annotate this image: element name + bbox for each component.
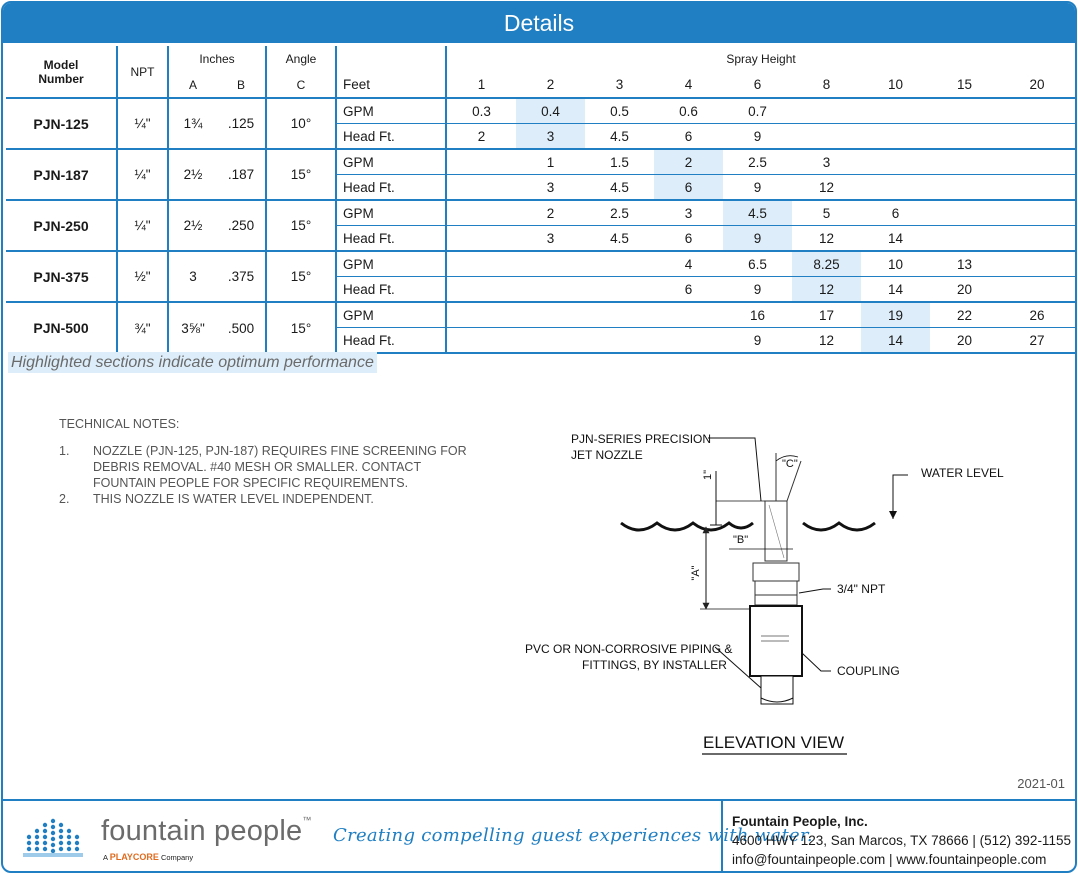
head-label: Head Ft. [336,226,446,252]
gpm-value: 4 [654,251,723,277]
head-value: 12 [792,175,861,201]
gpm-value: 2.5 [723,149,792,175]
nozzle-hex [753,563,799,581]
head-label: Head Ft. [336,328,446,354]
head-value: 14 [861,226,930,252]
header-feet-value: 15 [957,77,973,92]
fountain-drops-icon [23,815,95,859]
note-number: 2. [59,492,70,506]
dimension-b-label: "B" [733,534,749,546]
gpm-value: 10 [861,251,930,277]
gpm-value: 4.5 [723,200,792,226]
model-number: PJN-187 [6,149,117,200]
gpm-label: GPM [336,149,446,175]
nozzle-spec-table [6,46,1075,354]
head-value: 6 [654,175,723,201]
gpm-value: 17 [792,302,861,328]
head-value: 3 [516,226,585,252]
head-value: 9 [723,226,792,252]
head-value: 6 [654,226,723,252]
head-value [999,175,1075,201]
nozzle-label-line1: PJN-SERIES PRECISION [571,432,712,446]
header-npt: NPT [117,46,168,98]
gpm-value: 0.5 [585,98,654,124]
head-value [792,124,861,150]
gpm-value: 16 [723,302,792,328]
gpm-value [861,149,930,175]
head-value [585,277,654,303]
company-web: info@fountainpeople.com | www.fountainpeople.com [732,852,1047,867]
head-value: 9 [723,277,792,303]
dimension-a-label: "A" [690,565,702,581]
header-feet-value: 3 [615,77,624,92]
gpm-value [446,149,516,175]
head-value: 4.5 [585,175,654,201]
spec-sheet [1,1,1077,873]
table-row [6,251,1075,277]
gpm-value: 2.5 [585,200,654,226]
dimension-b-value: .250 [217,200,266,251]
head-value [516,328,585,354]
header-c: C [266,72,336,98]
header-a: A [188,77,197,92]
gpm-value: 2 [516,200,585,226]
nozzle-tip [765,501,787,561]
technical-notes [59,417,479,507]
gpm-value [654,302,723,328]
gpm-value: 26 [999,302,1075,328]
head-value [446,277,516,303]
dimension-b-value: .125 [217,98,266,149]
head-value [999,124,1075,150]
gpm-value: 0.3 [446,98,516,124]
angle-value: 15° [266,149,336,200]
elevation-view-diagram [503,423,1063,763]
header-b: B [217,72,266,98]
gpm-value: 3 [654,200,723,226]
gpm-value [792,98,861,124]
model-number: PJN-125 [6,98,117,149]
gpm-value: 1.5 [585,149,654,175]
gpm-value: 6 [861,200,930,226]
angle-value: 15° [266,302,336,353]
gpm-value [930,98,999,124]
npt-label: 3/4" NPT [837,582,886,596]
gpm-value [999,149,1075,175]
company-name: Fountain People, Inc. [732,814,868,829]
water-surface-left [621,523,753,530]
dimension-b-value: .375 [217,251,266,302]
table-row [6,149,1075,175]
note-number: 1. [59,444,70,458]
gpm-label: GPM [336,200,446,226]
water-surface-right [803,523,875,530]
header-model: Model Number [6,46,117,98]
head-value: 12 [792,277,861,303]
head-value [516,277,585,303]
head-value: 9 [723,175,792,201]
contact-info [721,801,1071,873]
head-value: 3 [516,175,585,201]
gpm-value [930,149,999,175]
head-value: 6 [654,124,723,150]
angle-value: 15° [266,251,336,302]
dimension-c-label: "C" [782,458,798,470]
brand-name: fountain people™ [101,815,312,847]
header-feet-value: 6 [753,77,762,92]
gpm-value [999,200,1075,226]
model-number: PJN-250 [6,200,117,251]
gpm-value: 6.5 [723,251,792,277]
header-inches: Inches [168,46,266,72]
head-value [861,175,930,201]
note-text: NOZZLE (PJN-125, PJN-187) REQUIRES FINE SCREENING FOR DEBRIS REMOVAL. #40 MESH OR SMALLER. CONTACT FOUNTAIN PEOPLE FOR SPECIFIC REQUIREMENTS. [93,444,467,490]
table-header-row [6,46,1075,72]
gpm-value: 1 [516,149,585,175]
head-label: Head Ft. [336,277,446,303]
tagline: Creating compelling guest experiences with water. [333,825,813,846]
head-value [585,328,654,354]
dimension-a-value: 2½ [168,200,217,251]
revision-date: 2021-01 [1017,776,1065,791]
gpm-value: 5 [792,200,861,226]
gpm-value [446,302,516,328]
gpm-value [999,98,1075,124]
head-value [861,124,930,150]
angle-value: 15° [266,200,336,251]
coupling-label: COUPLING [837,664,900,678]
gpm-value [930,200,999,226]
npt-value: ¼" [117,200,168,251]
head-value: 4.5 [585,124,654,150]
table-row [6,200,1075,226]
npt-leader [799,589,831,593]
gpm-value: 19 [861,302,930,328]
gpm-value: 0.7 [723,98,792,124]
head-value: 27 [999,328,1075,354]
gpm-label: GPM [336,302,446,328]
head-value [930,124,999,150]
gpm-value [861,98,930,124]
npt-value: ¼" [117,98,168,149]
head-value: 12 [792,226,861,252]
footer [3,799,1075,873]
dimension-a-value: 2½ [168,149,217,200]
gpm-label: GPM [336,98,446,124]
npt-value: ¾" [117,302,168,353]
dimension-b-value: .187 [217,149,266,200]
table-row [6,302,1075,328]
header-spray-height: Spray Height [726,52,796,66]
dimension-a-value: 3 [168,251,217,302]
gpm-value: 8.25 [792,251,861,277]
header-feet-value: 1 [477,77,486,92]
head-value [654,328,723,354]
head-value: 3 [516,124,585,150]
gpm-value [585,302,654,328]
technical-note [59,491,479,507]
head-value: 6 [654,277,723,303]
water-level-label: WATER LEVEL [921,466,1004,480]
head-label: Head Ft. [336,175,446,201]
model-number: PJN-375 [6,251,117,302]
head-value [446,226,516,252]
dimension-b-value: .500 [217,302,266,353]
fountain-people-logo [23,815,323,865]
head-value [999,277,1075,303]
header-angle: Angle [266,46,336,72]
gpm-value: 13 [930,251,999,277]
gpm-value [516,251,585,277]
head-value: 9 [723,328,792,354]
technical-notes-title: TECHNICAL NOTES: [59,417,180,431]
table-row [6,98,1075,124]
gpm-value [999,251,1075,277]
head-value: 20 [930,277,999,303]
head-value: 9 [723,124,792,150]
dimension-a-value: 1¾ [168,98,217,149]
header-blank [336,46,446,72]
gpm-value [585,251,654,277]
note-text: THIS NOZZLE IS WATER LEVEL INDEPENDENT. [93,492,374,506]
head-value: 14 [861,328,930,354]
header-feet-value: 2 [546,77,555,92]
gpm-value [446,251,516,277]
head-value: 12 [792,328,861,354]
head-value: 14 [861,277,930,303]
head-value [446,175,516,201]
page-title: Details [3,3,1075,43]
header-feet-value: 8 [822,77,831,92]
coupling-leader [802,653,831,671]
piping-label-line2: FITTINGS, BY INSTALLER [582,658,727,672]
nozzle-label-line2: JET NOZZLE [571,448,643,462]
header-feet-value: 20 [1029,77,1045,92]
gpm-value: 22 [930,302,999,328]
gpm-value: 2 [654,149,723,175]
highlight-note: Highlighted sections indicate optimum performance [8,352,377,373]
header-feet-value: 4 [684,77,693,92]
piping-label-line1: PVC OR NON-CORROSIVE PIPING & [525,642,733,656]
technical-note [59,443,479,491]
gpm-value: 3 [792,149,861,175]
dimension-a-value: 3⅝" [168,302,217,353]
npt-value: ½" [117,251,168,302]
header-feet-value: 10 [888,77,904,92]
gpm-value [446,200,516,226]
gpm-value: 0.4 [516,98,585,124]
npt-value: ¼" [117,149,168,200]
head-label: Head Ft. [336,124,446,150]
head-value: 2 [446,124,516,150]
head-value: 4.5 [585,226,654,252]
gpm-label: GPM [336,251,446,277]
angle-value: 10° [266,98,336,149]
header-feet: Feet [336,72,446,98]
company-address: 4600 HWY 123, San Marcos, TX 78666 | (512) 392-1155 [732,833,1071,848]
head-value [446,328,516,354]
dimension-1-label: 1" [702,469,714,481]
head-value [930,175,999,201]
elevation-view-title: ELEVATION VIEW [703,733,845,752]
gpm-value [516,302,585,328]
gpm-value: 0.6 [654,98,723,124]
head-value [930,226,999,252]
head-value [999,226,1075,252]
playcore-tagline: A PLAYCORE Company [103,852,194,862]
head-value: 20 [930,328,999,354]
model-number: PJN-500 [6,302,117,353]
